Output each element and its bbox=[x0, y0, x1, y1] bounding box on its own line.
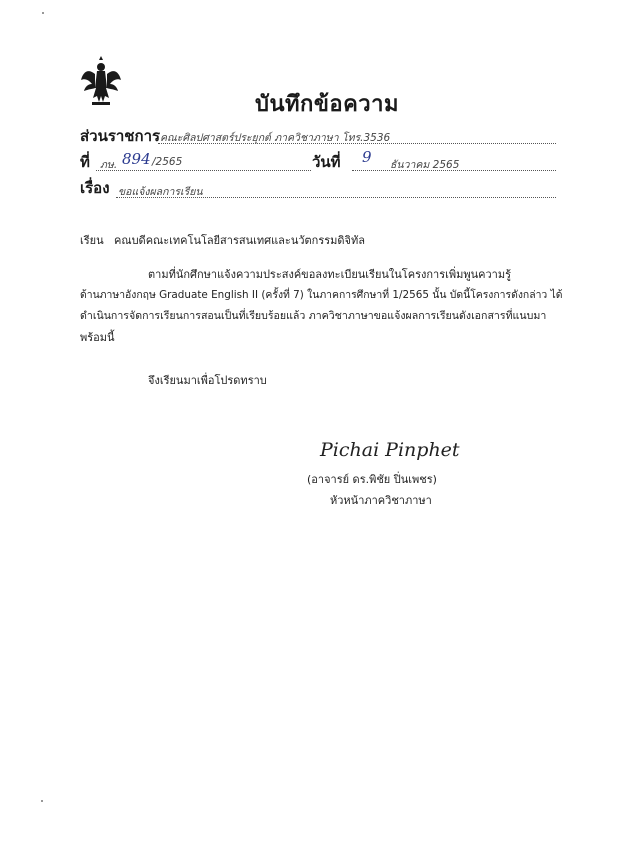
ref-label: ที่ bbox=[80, 153, 90, 171]
subject-dotted-line bbox=[116, 197, 556, 198]
subject-value: ขอแจ้งผลการเรียน bbox=[118, 186, 203, 198]
body-line-4: พร้อมนี้ bbox=[80, 331, 115, 344]
salutation-label: เรียน bbox=[80, 234, 104, 247]
department-dotted-line bbox=[158, 143, 556, 144]
signatory-position: หัวหน้าภาควิชาภาษา bbox=[330, 494, 432, 507]
ref-dotted-line bbox=[96, 170, 311, 171]
body-line-3: ดำเนินการจัดการเรียนการสอนเป็นที่เรียบร้อยแล้ว ภาควิชาภาษาขอแจ้งผลการเรียนดังเอกสารที่แนบมา bbox=[80, 310, 547, 322]
date-day-handwritten: 9 bbox=[362, 148, 372, 166]
closing-text: จึงเรียนมาเพื่อโปรดทราบ bbox=[148, 374, 267, 387]
department-value: คณะศิลปศาสตร์ประยุกต์ ภาควิชาภาษา โทร.3536 bbox=[160, 132, 391, 144]
memo-title: บันทึกข้อความ bbox=[255, 92, 400, 117]
ref-prefix: ภษ. bbox=[100, 159, 118, 171]
scan-mark bbox=[41, 800, 43, 802]
date-label: วันที่ bbox=[312, 153, 341, 171]
subject-label: เรื่อง bbox=[80, 179, 110, 197]
department-label: ส่วนราชการ bbox=[80, 127, 161, 145]
signature-text: Pichai Pinphet bbox=[320, 439, 460, 461]
date-dotted-line bbox=[352, 170, 556, 171]
date-month-year: ธันวาคม 2565 bbox=[390, 159, 460, 171]
garuda-emblem-icon bbox=[80, 58, 122, 108]
handwritten-signature bbox=[318, 430, 460, 466]
body-line-1: ตามที่นักศึกษาแจ้งความประสงค์ขอลงทะเบียนเรียนในโครงการเพิ่มพูนความรู้ bbox=[148, 268, 512, 281]
scan-mark bbox=[42, 12, 44, 14]
signatory-name: (อาจารย์ ดร.พิชัย ปิ่นเพชร) bbox=[307, 473, 437, 486]
ref-number-handwritten: 894 bbox=[122, 150, 151, 168]
salutation-value: คณบดีคณะเทคโนโลยีสารสนเทศและนวัตกรรมดิจิทัล bbox=[114, 234, 365, 247]
body-line-2: ด้านภาษาอังกฤษ Graduate English II (ครั้งที่ 7) ในภาคการศึกษาที่ 1/2565 นั้น บัดนี้โครงการดังกล่าว ได้ bbox=[80, 289, 563, 301]
ref-suffix: /2565 bbox=[152, 156, 183, 168]
